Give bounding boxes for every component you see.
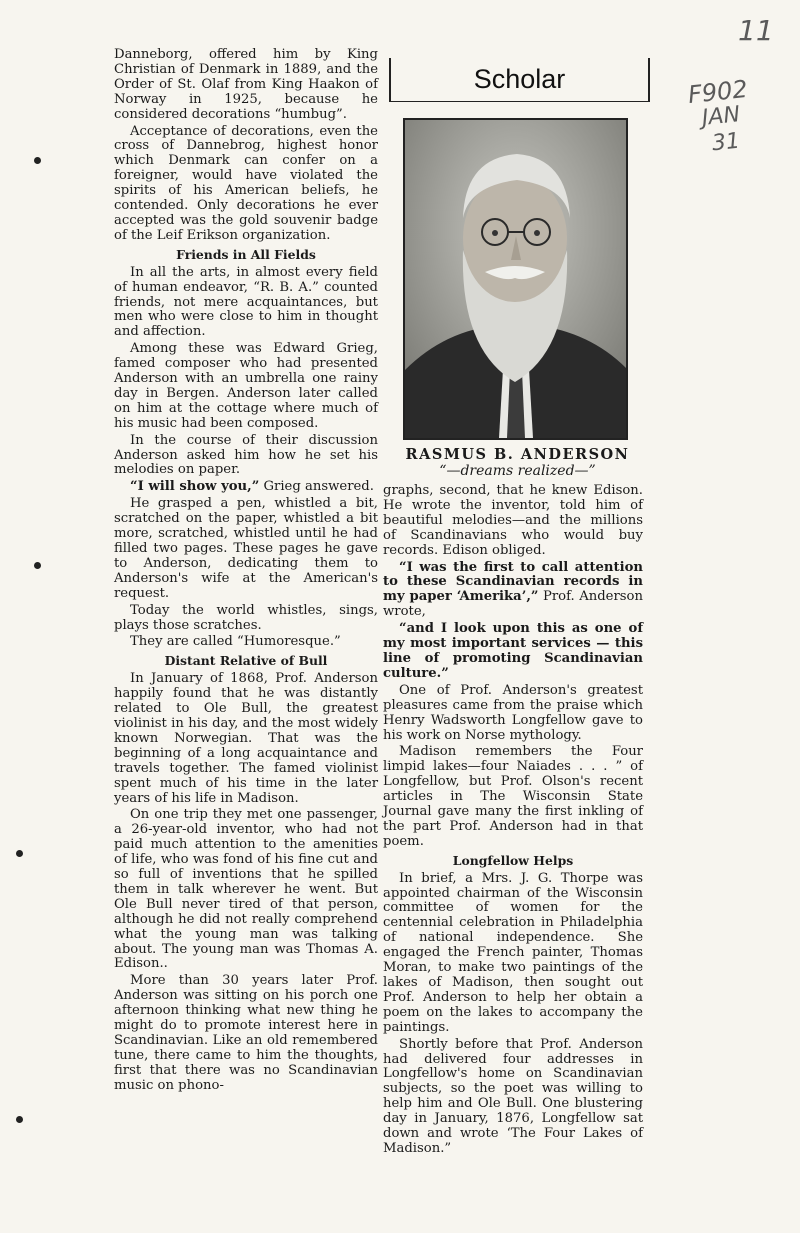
paragraph-text: One of Prof. Anderson's greatest pleasures came from the praise which Henry Wadsworth Longfellow gave to his work on Norse mythology. bbox=[383, 682, 643, 743]
paragraph-text: In January of 1868, Prof. Anderson happily found that he was distantly related to Ole Bull, the greatest violinist in his day, and the most widely known Norwegian. That was the beginning of a long acquaintance and travels together. The famed violinist spent much of his time in the later years of his life in Madison. bbox=[114, 671, 378, 806]
paragraph-text: On one trip they met one passenger, a 26-year-old inventor, who had not paid much attention to the amenities of life, who was fond of his fine cut and so full of inventions that he spilled them in talk wherever he went. But Ole Bull never tired of that person, although he did not really comprehend what the young man was talking about. The young man was Thomas A. Edison.. bbox=[114, 807, 378, 972]
article-paragraph bbox=[383, 684, 643, 744]
punch-mark bbox=[16, 1116, 23, 1123]
article-paragraph bbox=[114, 48, 378, 123]
paragraph-text-tail: Grieg answered. bbox=[259, 479, 374, 495]
quote-text: “I was the first to call attention to these Scandinavian records in my paper ‘Amerika’,” bbox=[383, 559, 643, 605]
article-paragraph bbox=[383, 1038, 643, 1157]
punch-mark bbox=[16, 850, 23, 857]
article-left-column bbox=[114, 48, 378, 1096]
handwritten-month: JAN bbox=[700, 102, 742, 131]
handwritten-page-number: 11 bbox=[738, 14, 774, 47]
article-paragraph bbox=[114, 808, 378, 972]
paragraph-text: In the course of their discussion Anderson asked him how he set his melodies on paper. bbox=[114, 432, 378, 478]
paragraph-text: Today the world whistles, sings, plays those scratches. bbox=[114, 602, 378, 633]
subheading bbox=[114, 248, 378, 263]
punch-mark bbox=[34, 157, 41, 164]
paragraph-text: Danneborg, offered him by King Christian of Denmark in 1889, and the Order of St. Olaf from King Haakon of Norway in 1925, because he considered decorations “humbug”. bbox=[114, 47, 378, 122]
article-paragraph bbox=[383, 745, 643, 849]
paragraph-text-tail: Prof. Anderson wrote, bbox=[383, 589, 643, 620]
punch-mark bbox=[34, 562, 41, 569]
quote-text: “and I look upon this as one of my most important services — this line of promoting Scandinavian culture.” bbox=[383, 621, 643, 681]
article-paragraph bbox=[114, 125, 378, 244]
paragraph-text: Shortly before that Prof. Anderson had delivered four addresses in Longfellow's home on Scandinavian subjects, so the poet was willing to help him and Ole Bull. One blustering day in January, 1876, Longfellow sat down and wrote ‘The Four Lakes of Madison.” bbox=[383, 1036, 643, 1156]
paragraph-text: graphs, second, that he knew Edison. He wrote the inventor, told him of beautiful melodies—and the millions of Scandinavians who would buy records. Edison obliged. bbox=[383, 483, 643, 558]
section-header-box bbox=[389, 58, 650, 102]
paragraph-text: Acceptance of decorations, even the cross of Dannebrog, highest honor which Denmark can confer on a foreigner, would have violated the spirits of his American beliefs, he contended. Only decorations he ever accepted was the gold souvenir badge of the Leif Erikson organization. bbox=[114, 123, 378, 243]
handwritten-file-code: F902 bbox=[686, 74, 749, 110]
subheading-text: Distant Relative of Bull bbox=[164, 653, 328, 669]
paragraph-text: They are called “Humoresque.” bbox=[130, 634, 341, 650]
section-title: Scholar bbox=[473, 64, 566, 94]
photo-caption-quote: “—dreams realized—” bbox=[439, 463, 596, 479]
paragraph-text: Madison remembers the Four limpid lakes—four Naiades . . . ” of Longfellow, but Prof. Olson's recent articles in The Wisconsin State Journal gave many the first inkling of the part Prof. Anderson had in that poem. bbox=[383, 744, 643, 849]
article-paragraph bbox=[114, 480, 378, 495]
article-paragraph bbox=[114, 266, 378, 341]
quote-text: “I will show you,” bbox=[130, 479, 260, 495]
article-paragraph bbox=[383, 561, 643, 621]
paragraph-text: In brief, a Mrs. J. G. Thorpe was appointed chairman of the Wisconsin committee of women for the centennial celebration in Philadelphia of national independence. She engaged the French painter, Thomas Moran, to make two paintings of the lakes of Madison, then sought out Prof. Anderson to help her obtain a poem on the lakes to accompany the paintings. bbox=[383, 870, 643, 1035]
subheading-text: Longfellow Helps bbox=[452, 852, 574, 868]
paragraph-text: In all the arts, in almost every field of human endeavor, “R. B. A.” counted friends, not mere acquaintances, but men who were close to him in thought and affection. bbox=[114, 264, 378, 340]
paragraph-text: He grasped a pen, whistled a bit, scratched on the paper, whistled a bit more, scratched, whistled until he had filled two pages. These pages he gave to Anderson, dedicating them to Anderson's wife at the American's request. bbox=[114, 496, 378, 601]
article-paragraph bbox=[114, 497, 378, 601]
article-paragraph bbox=[383, 484, 643, 559]
paragraph-text: Among these was Edward Grieg, famed composer who had presented Anderson with an umbrella one rainy day in Bergen. Anderson later called on him at the cottage where much of his music had been composed. bbox=[114, 341, 378, 431]
paragraph-text: More than 30 years later Prof. Anderson was sitting on his porch one afternoon thinking what new thing he might do to promote interest here in Scandinavian. Like an old remembered tune, there came to him the thoughts, first that there was no Scandinavian music on phono- bbox=[114, 973, 378, 1093]
subheading bbox=[114, 654, 378, 669]
article-paragraph bbox=[383, 622, 643, 682]
article-paragraph bbox=[114, 604, 378, 634]
handwritten-day: 31 bbox=[710, 128, 742, 157]
article-paragraph bbox=[114, 974, 378, 1093]
subheading-text: Friends in All Fields bbox=[176, 246, 316, 262]
article-right-column bbox=[383, 484, 643, 1159]
portrait-photo bbox=[403, 118, 628, 440]
article-paragraph bbox=[114, 342, 378, 431]
article-paragraph bbox=[114, 434, 378, 479]
article-paragraph bbox=[114, 635, 378, 650]
photo-caption-name: RASMUS B. ANDERSON bbox=[405, 446, 630, 463]
article-paragraph bbox=[383, 872, 643, 1036]
article-paragraph bbox=[114, 672, 378, 806]
subheading bbox=[383, 854, 643, 869]
